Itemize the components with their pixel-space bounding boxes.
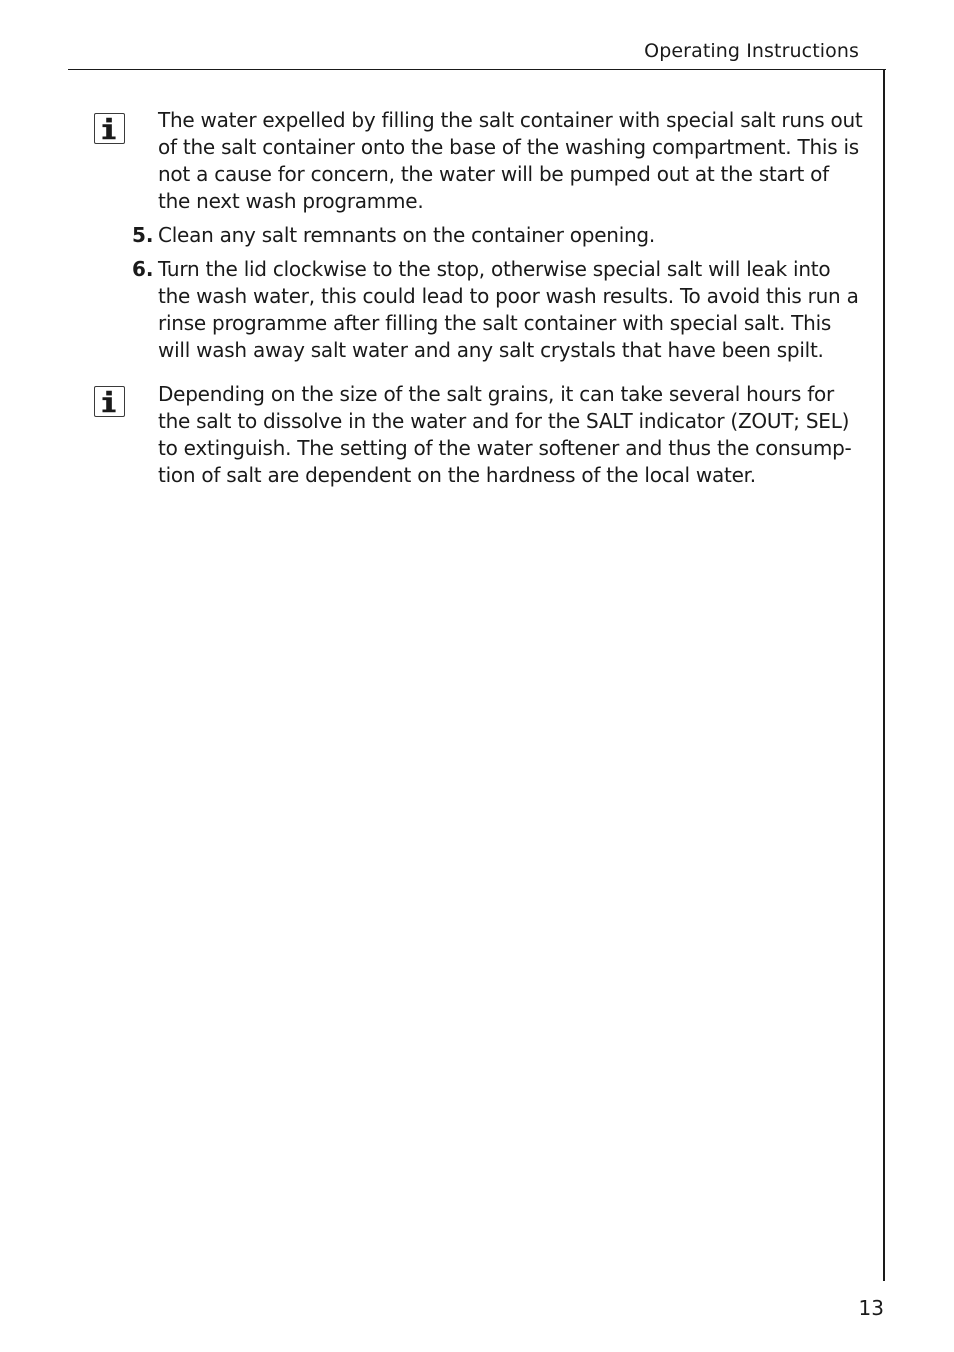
step-text: Clean any salt remnants on the container opening. — [158, 223, 655, 247]
margin-rule — [883, 69, 885, 1281]
step-text: Turn the lid clockwise to the stop, otherwise special salt will leak into the wash water, this could lead to poor wash results. To avoid this run a rinse programme after filling the salt container with special salt. This will wash away salt water and any salt crystals that have been spilt. — [158, 257, 859, 362]
note-text: Depending on the size of the salt grains, it can take several hours for the salt to dissolve in the water and for the SALT indicator (ZOUT; SEL) to extinguish. The setting of the water softener and thus the consump-tion of salt are dependent on the hardness of the local water. — [158, 382, 852, 487]
info-icon — [94, 386, 125, 417]
running-header: Operating Instructions — [644, 40, 859, 62]
note-text: The water expelled by filling the salt container with special salt runs out of the salt container onto the base of the washing compartment. This is not a cause for concern, the water will be pumped out at the start of the next wash programme. — [158, 108, 863, 213]
step-5 — [158, 222, 863, 249]
info-note-salt-dissolving — [158, 381, 863, 489]
step-6 — [158, 256, 863, 364]
info-icon — [94, 113, 125, 144]
step-number: 5. — [132, 223, 154, 247]
header-rule — [68, 69, 886, 70]
page-number: 13 — [858, 1296, 884, 1320]
info-note-filling-water — [158, 107, 863, 215]
step-number: 6. — [132, 257, 154, 281]
